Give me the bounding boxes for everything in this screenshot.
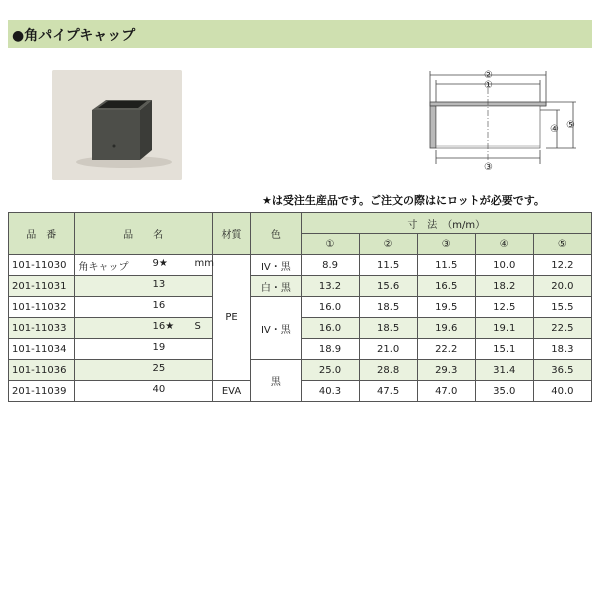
part-number-cell: 101-11032 — [9, 297, 75, 318]
product-name-cell — [74, 297, 212, 318]
dim-cell: 18.3 — [533, 339, 591, 360]
dim-cell: 47.5 — [359, 381, 417, 402]
diagram-label: ② — [484, 70, 493, 81]
header-dimensions: 寸 法 （m/m） — [301, 213, 592, 234]
dim-cell: 29.3 — [417, 360, 475, 381]
part-number-cell: 201-11031 — [9, 276, 75, 297]
dim-cell: 40.3 — [301, 381, 359, 402]
product-size: 19 — [152, 342, 166, 353]
part-number-cell: 101-11030 — [9, 255, 75, 276]
header-product-name: 品 名 — [74, 213, 212, 255]
product-size: 16★ — [152, 321, 175, 332]
diagram-label: ⑤ — [566, 120, 575, 131]
dim-cell: 15.5 — [533, 297, 591, 318]
dim-cell: 28.8 — [359, 360, 417, 381]
product-name-cell — [74, 339, 212, 360]
dim-cell: 19.5 — [417, 297, 475, 318]
part-number-cell: 101-11034 — [9, 339, 75, 360]
dim-cell: 15.6 — [359, 276, 417, 297]
header-color: 色 — [251, 213, 301, 255]
product-name-cell — [74, 276, 212, 297]
product-size: 9★ — [152, 258, 168, 269]
diagram-label: ① — [484, 80, 493, 91]
product-name-cell — [74, 255, 212, 276]
dim-cell: 12.5 — [475, 297, 533, 318]
product-name-cell — [74, 360, 212, 381]
header-material: 材質 — [212, 213, 251, 255]
product-size: 25 — [152, 363, 166, 374]
table-row — [9, 276, 592, 297]
header-dim-5: ⑤ — [533, 234, 591, 255]
header-row — [9, 213, 592, 234]
dim-cell: 36.5 — [533, 360, 591, 381]
product-size: 13 — [152, 279, 166, 290]
diagram-label: ③ — [484, 162, 493, 173]
diagram-label: ④ — [550, 124, 559, 135]
dim-cell: 12.2 — [533, 255, 591, 276]
dim-cell: 35.0 — [475, 381, 533, 402]
header-dim-3: ③ — [417, 234, 475, 255]
dim-cell: 18.5 — [359, 297, 417, 318]
color-cell: IV・黒 — [251, 255, 301, 276]
dim-cell: 22.2 — [417, 339, 475, 360]
product-name-cell — [74, 381, 212, 402]
page-title: ●角パイプキャップ — [12, 28, 136, 44]
table-row — [9, 360, 592, 381]
dim-cell: 25.0 — [301, 360, 359, 381]
part-number-cell: 101-11033 — [9, 318, 75, 339]
product-size: 40 — [152, 384, 166, 395]
dim-cell: 21.0 — [359, 339, 417, 360]
color-cell: 黒 — [251, 360, 301, 402]
part-number-cell: 101-11036 — [9, 360, 75, 381]
product-size: 16 — [152, 300, 166, 311]
dim-cell: 22.5 — [533, 318, 591, 339]
dim-cell: 18.9 — [301, 339, 359, 360]
table-row — [9, 255, 592, 276]
dim-cell: 40.0 — [533, 381, 591, 402]
spec-table — [8, 212, 592, 402]
dim-cell: 16.0 — [301, 318, 359, 339]
product-photo — [52, 70, 182, 180]
dim-cell: 31.4 — [475, 360, 533, 381]
dim-cell: 19.6 — [417, 318, 475, 339]
product-suffix: S — [194, 321, 201, 332]
dim-cell: 47.0 — [417, 381, 475, 402]
part-number-cell: 201-11039 — [9, 381, 75, 402]
square-cap-image — [52, 70, 182, 180]
material-cell-eva: EVA — [212, 381, 251, 402]
dim-cell: 8.9 — [301, 255, 359, 276]
dim-cell: 18.2 — [475, 276, 533, 297]
dim-cell: 10.0 — [475, 255, 533, 276]
color-cell: 白・黒 — [251, 276, 301, 297]
product-suffix: mm — [194, 258, 214, 269]
header-dim-1: ① — [301, 234, 359, 255]
dim-cell: 16.5 — [417, 276, 475, 297]
product-name-cell — [74, 318, 212, 339]
dim-cell: 16.0 — [301, 297, 359, 318]
dim-cell: 19.1 — [475, 318, 533, 339]
header-part-number: 品 番 — [9, 213, 75, 255]
dim-cell: 15.1 — [475, 339, 533, 360]
dim-cell: 13.2 — [301, 276, 359, 297]
order-note: ★は受注生産品です。ご注文の際はにロットが必要です。 — [262, 194, 545, 207]
dim-cell: 11.5 — [359, 255, 417, 276]
dim-cell: 20.0 — [533, 276, 591, 297]
material-cell-pe: PE — [212, 255, 251, 381]
dim-cell: 11.5 — [417, 255, 475, 276]
header-dim-2: ② — [359, 234, 417, 255]
color-cell: IV・黒 — [251, 297, 301, 360]
header-dim-4: ④ — [475, 234, 533, 255]
table-row — [9, 297, 592, 318]
dim-cell: 18.5 — [359, 318, 417, 339]
dimension-diagram — [400, 66, 590, 176]
product-name-prefix: 角キャップ — [78, 262, 129, 273]
